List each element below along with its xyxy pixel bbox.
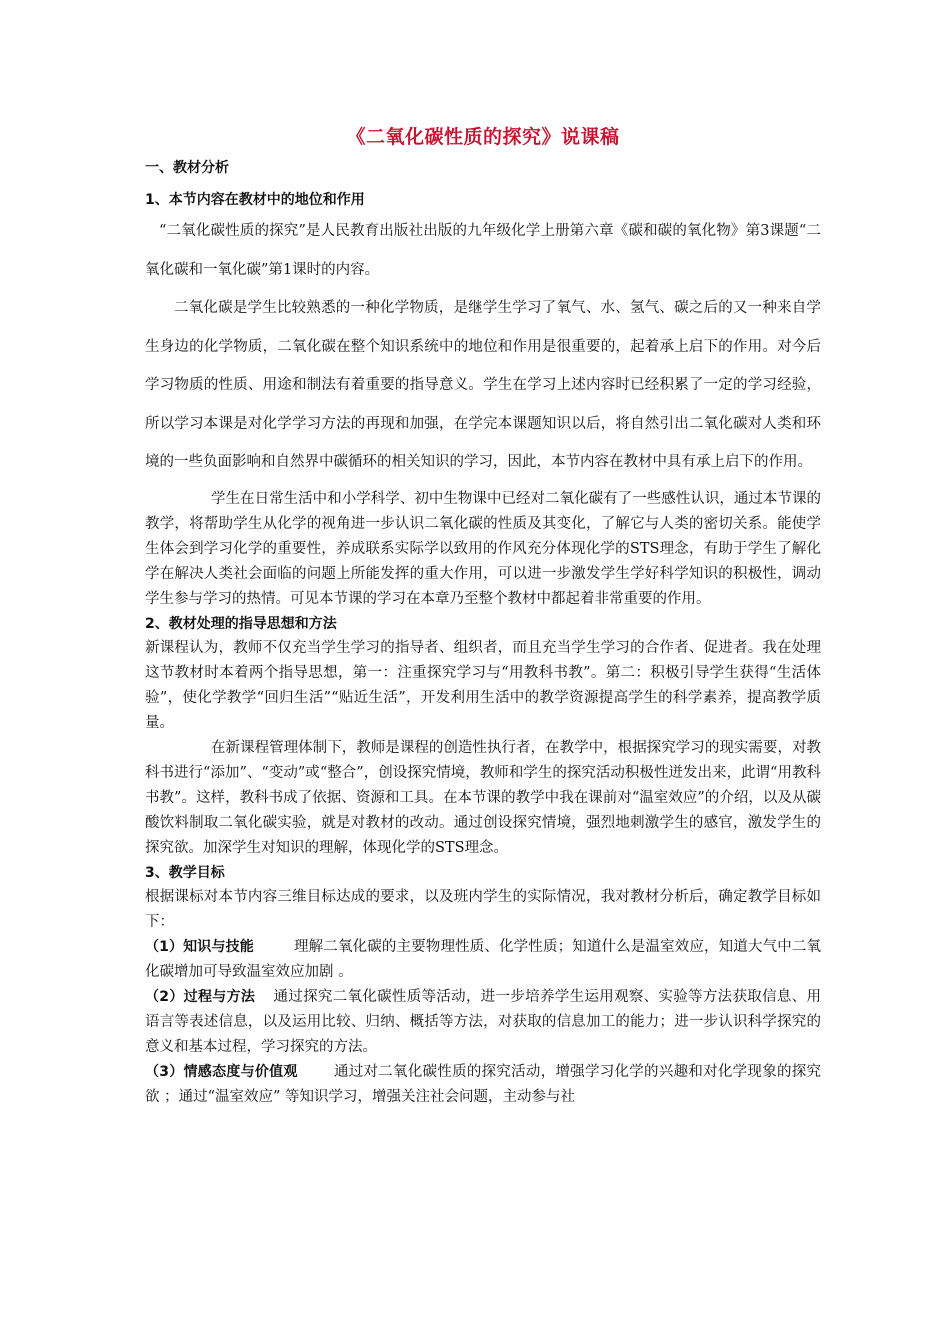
goal-label-emotion: （3）情感态度与价值观 — [145, 1063, 298, 1080]
section-heading-textbook-analysis: 一、教材分析 — [145, 160, 229, 176]
goal-text-knowledge: 理解二氧化碳的主要物理性质、化学性质；知道什么是温室效应，知道大气中二氧化碳增加可导致温室效应加剧 。 — [145, 938, 822, 980]
goal-process-method — [145, 985, 821, 1060]
paragraph-co2-importance: 二氧化碳是学生比较熟悉的一种化学物质，是继学生学习了氧气、水、氢气、碳之后的又一种来自学生身边的化学物质，二氧化碳在整个知识系统中的地位和作用是很重要的，起着承上启下的作用。对今后学习物质的性质、用途和制法有着重要的指导意义。学生在学习上述内容时已经积累了一定的学习经验，所以学习本课是对化学学习方法的再现和加强，在学完本课题知识以后，将自然引出二氧化碳对人类和环境的一些负面影响和自然界中碳循环的相关知识的学习，因此，本节内容在教材中具有承上启下的作用。 — [145, 300, 821, 470]
goal-text-emotion: 通过对二氧化碳性质的探究活动，增强学习化学的兴趣和对化学现象的探究欲 ；通过“温室效应” 等知识学习，增强关注社会问题，主动参与社 — [145, 1063, 821, 1105]
goal-knowledge-skills — [145, 935, 821, 985]
document-page — [145, 120, 821, 1110]
subsection-heading-teaching-goals: 3、教学目标 — [145, 864, 225, 881]
paragraph-teaching-with-textbook: 在新课程管理体制下，教师是课程的创造性执行者，在教学中，根据探究学习的现实需要，对教科书进行“添加”、“变动”或“整合”，创设探究情境，教师和学生的探究活动积极性迸发出来，此谓“用教科书教”。这样，教科书成了依据、资源和工具。在本节课的教学中我在课前对“温室效应”的介绍，以及从碳酸饮料制取二氧化碳实验，就是对教材的改动。通过创设探究情境，强烈地刺激学生的感官，激发学生的探究欲。加深学生对知识的理解，体现化学的STS理念。 — [145, 739, 822, 856]
goal-label-knowledge: （1）知识与技能 — [145, 938, 254, 955]
paragraph-goals-intro: 根据课标对本节内容三维目标达成的要求，以及班内学生的实际情况，我对教材分析后，确定教学目标如下： — [145, 888, 821, 930]
subsection-heading-position-role: 1、本节内容在教材中的地位和作用 — [145, 192, 365, 208]
goal-text-process: 通过探究二氧化碳性质等活动，进一步培养学生运用观察、实验等方法获取信息、用语言等表述信息，以及运用比较、归纳、概括等方法，对获取的信息加工的能力；进一步认识科学探究的意义和基本过程，学习探究的方法。 — [145, 988, 821, 1055]
paragraph-lesson-source: “二氧化碳性质的探究”是人民教育出版社出版的九年级化学上册第六章《碳和碳的氧化物》第3课题“二氧化碳和一氧化碳”第1课时的内容。 — [145, 223, 821, 278]
paragraph-new-curriculum: 新课程认为，教师不仅充当学生学习的指导者、组织者，而且充当学生学习的合作者、促进者。我在处理这节教材时本着两个指导思想，第一：注重探究学习与“用教科书教”。第二：积极引导学生获得“生活体验”，使化学教学“回归生活”“贴近生活”，开发利用生活中的教学资源提高学生的科学素养，提高教学质量。 — [145, 639, 821, 731]
subsection-heading-guiding-ideas: 2、教材处理的指导思想和方法 — [145, 615, 337, 632]
goal-emotion-values — [145, 1060, 821, 1110]
paragraph-student-background: 学生在日常生活中和小学科学、初中生物课中已经对二氧化碳有了一些感性认识，通过本节课的教学，将帮助学生从化学的视角进一步认识二氧化碳的性质及其变化，了解它与人类的密切关系。能使学生体会到学习化学的重要性，养成联系实际学以致用的作风充分体现化学的STS理念，有助于学生了解化学在解决人类社会面临的问题上所能发挥的重大作用，可以进一步激发学生学好科学知识的积极性，调动学生参与学习的热情。可见本节课的学习在本章乃至整个教材中都起着非常重要的作用。 — [145, 490, 821, 607]
document-title: 《二氧化碳性质的探究》说课稿 — [346, 126, 620, 148]
goal-label-process: （2）过程与方法 — [145, 988, 256, 1005]
